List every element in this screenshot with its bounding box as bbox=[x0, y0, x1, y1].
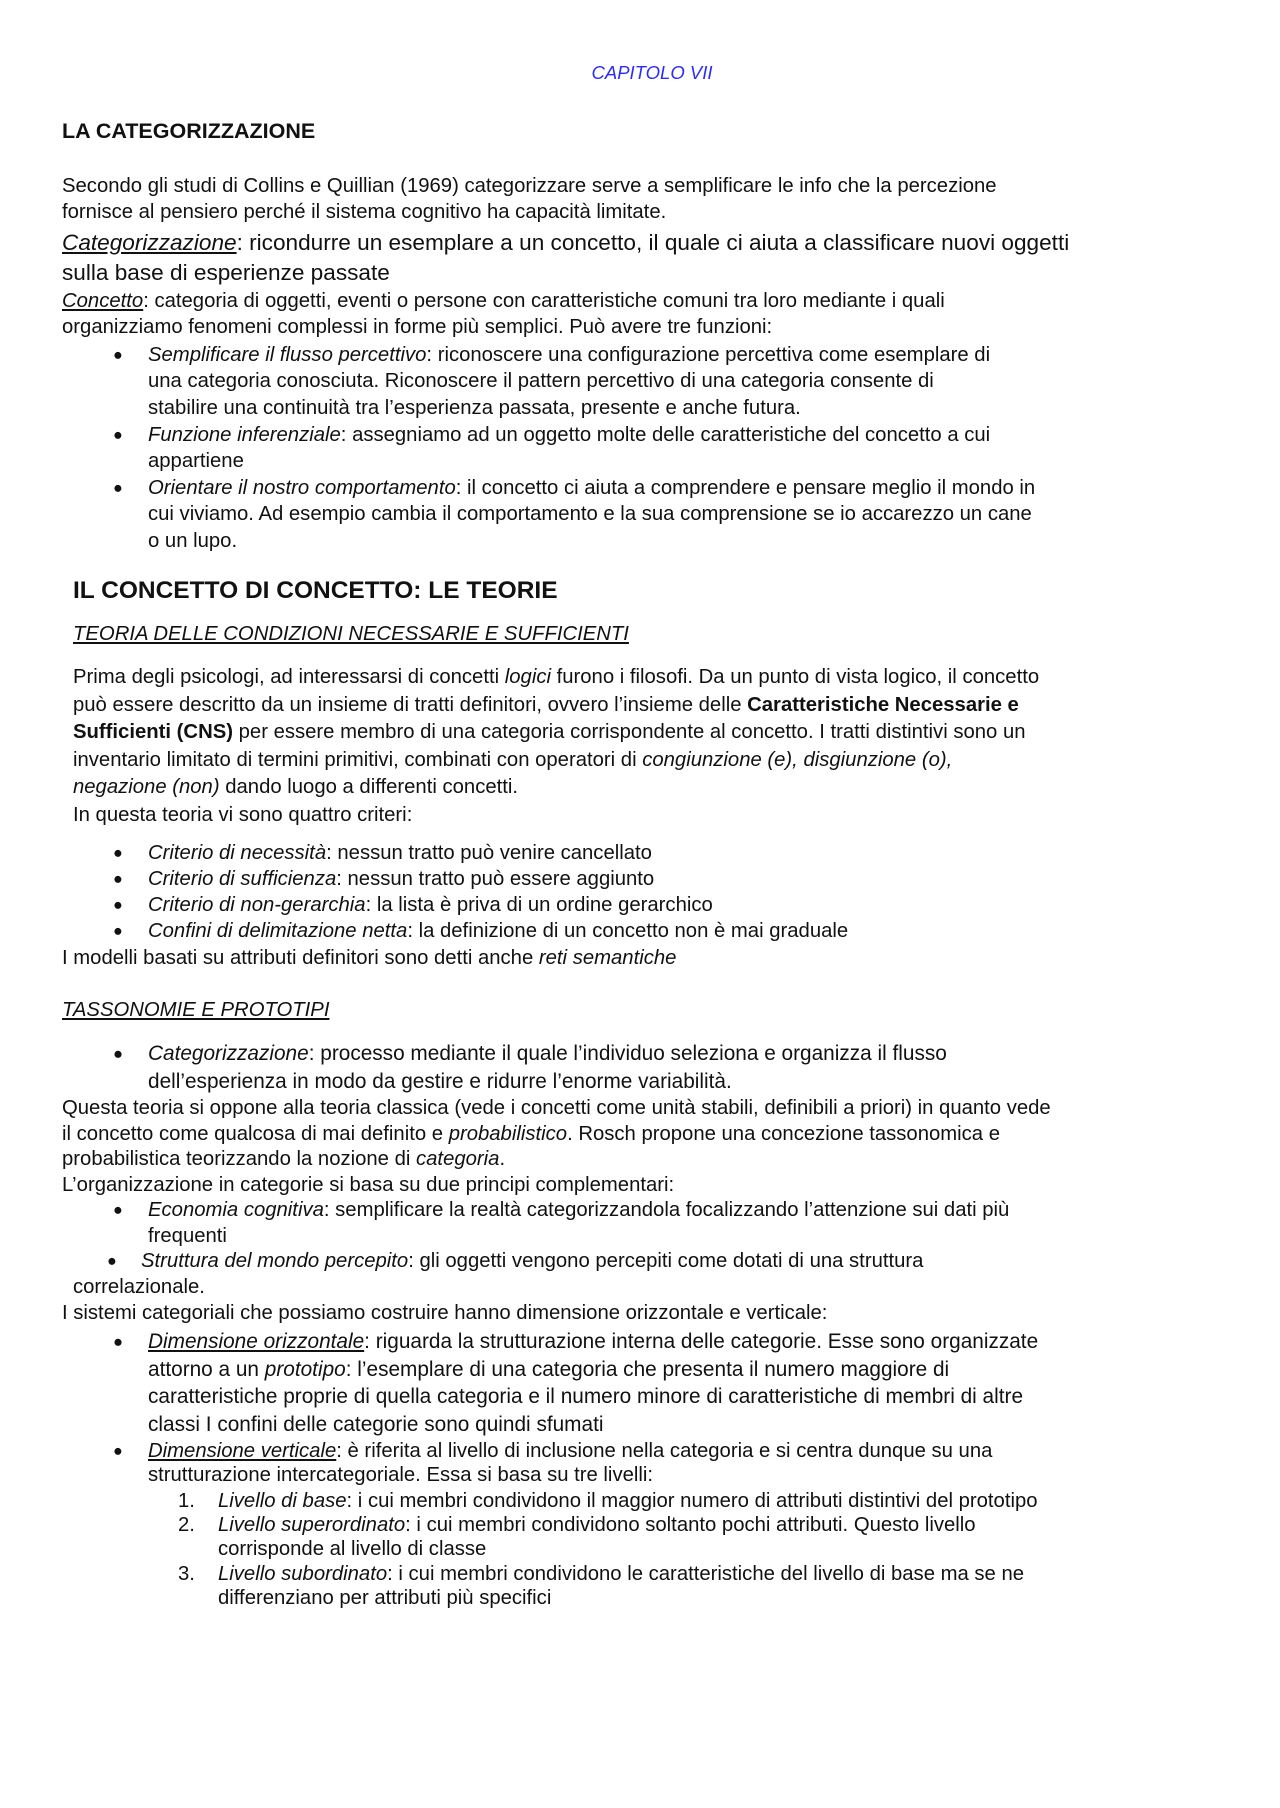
italic-term: Livello subordinato bbox=[218, 1562, 388, 1585]
text-line bbox=[62, 199, 666, 226]
list-number: 3. bbox=[178, 1562, 195, 1585]
text-line bbox=[62, 1147, 505, 1173]
text-run: o un lupo. bbox=[148, 529, 238, 552]
text-run: corrisponde al livello di classe bbox=[218, 1538, 487, 1561]
text-run: I modelli basati su attributi definitori sono detti anche bbox=[62, 947, 539, 969]
text-line bbox=[148, 1439, 992, 1463]
text-run: . Rosch propone una concezione tassonomica e bbox=[567, 1122, 1000, 1145]
text-run: L’organizzazione in categorie si basa su due principi complementari: bbox=[62, 1174, 675, 1196]
text-run: frequenti bbox=[148, 1224, 227, 1247]
list-number: 1. bbox=[178, 1489, 195, 1512]
text-run: il concetto come qualcosa di mai definito e bbox=[62, 1122, 449, 1145]
text-line bbox=[148, 1224, 227, 1250]
text-line bbox=[62, 314, 772, 341]
text-line bbox=[73, 621, 629, 647]
text-run: : la definizione di un concetto non è mai graduale bbox=[407, 920, 849, 942]
text-line bbox=[73, 692, 1019, 720]
text-line bbox=[148, 368, 934, 395]
italic-term: Struttura del mondo percepito bbox=[141, 1250, 409, 1273]
text-line bbox=[62, 173, 997, 200]
italic-term: Categorizzazione bbox=[62, 230, 237, 255]
text-run: Questa teoria si oppone alla teoria classica (vede i concetti come unità stabili, definibili a priori) in quanto vede bbox=[62, 1097, 1051, 1120]
text-run: attorno a un bbox=[148, 1357, 265, 1381]
bold-term: Sufficienti (CNS) bbox=[73, 721, 233, 744]
text-line bbox=[148, 1356, 949, 1383]
italic-term: Funzione inferenziale bbox=[148, 423, 341, 446]
italic-term: Economia cognitiva bbox=[148, 1199, 324, 1222]
text-run: può essere descritto da un insieme di tratti definitori, ovvero l’insieme delle bbox=[73, 693, 748, 716]
text-line bbox=[218, 1489, 1038, 1513]
text-line bbox=[0, 61, 1280, 85]
text-run: : nessun tratto può venire cancellato bbox=[326, 842, 652, 864]
text-run: : riguarda la strutturazione interna delle categorie. Esse sono organizzate bbox=[364, 1330, 1039, 1354]
bullet-icon: ● bbox=[113, 425, 123, 444]
text-run: fornisce al pensiero perché il sistema cognitivo ha capacità limitate. bbox=[62, 201, 667, 224]
italic-term: Confini di delimitazione netta bbox=[148, 920, 408, 942]
text-line bbox=[148, 866, 654, 892]
text-run: dando luogo a differenti concetti. bbox=[219, 776, 519, 799]
italic-term: Livello superordinato bbox=[218, 1514, 406, 1537]
text-line bbox=[62, 1122, 1000, 1148]
text-line bbox=[148, 1068, 732, 1096]
text-run: : semplificare la realtà categorizzandola focalizzando l’attenzione sui dati più bbox=[323, 1199, 1010, 1222]
text-line bbox=[73, 802, 412, 830]
text-line bbox=[218, 1513, 976, 1537]
text-run: correlazionale. bbox=[73, 1276, 205, 1299]
text-line bbox=[62, 288, 945, 315]
text-line bbox=[148, 1328, 1038, 1355]
text-line bbox=[73, 1275, 205, 1301]
text-line bbox=[148, 448, 244, 475]
text-line bbox=[148, 475, 1035, 502]
text-run: sulla base di esperienze passate bbox=[62, 260, 390, 285]
italic-term: Semplificare il flusso percettivo bbox=[148, 343, 427, 366]
text-line bbox=[73, 576, 558, 606]
italic-term: Dimensione orizzontale bbox=[148, 1330, 365, 1354]
text-line bbox=[62, 1301, 827, 1327]
text-line bbox=[62, 118, 315, 144]
bullet-icon: ● bbox=[113, 345, 123, 364]
text-line bbox=[148, 892, 713, 918]
text-line bbox=[148, 1040, 947, 1068]
italic-term: probabilistico bbox=[448, 1122, 568, 1145]
italic-term: congiunzione (e), disgiunzione (o), bbox=[642, 748, 953, 771]
text-run: strutturazione intercategoriale. Essa si basa su tre livelli: bbox=[148, 1464, 654, 1487]
italic-term: Criterio di necessità bbox=[148, 842, 327, 864]
bullet-icon: ● bbox=[113, 870, 123, 888]
italic-term: Criterio di non-gerarchia bbox=[148, 894, 366, 916]
text-line bbox=[62, 258, 390, 288]
text-line bbox=[73, 719, 1026, 747]
list-number: 2. bbox=[178, 1514, 195, 1537]
text-line bbox=[62, 1173, 674, 1199]
text-line bbox=[148, 918, 848, 944]
text-run: : processo mediante il quale l’individuo seleziona e organizza il flusso bbox=[308, 1042, 947, 1065]
text-run: : i cui membri condividono soltanto pochi attributi. Questo livello bbox=[405, 1514, 976, 1537]
text-run: organizziamo fenomeni complessi in forme più semplici. Può avere tre funzioni: bbox=[62, 316, 773, 339]
text-line bbox=[148, 1198, 1009, 1224]
text-line bbox=[148, 501, 1032, 528]
text-run: CAPITOLO VII bbox=[591, 62, 713, 83]
text-run: Prima degli psicologi, ad interessarsi di concetti bbox=[73, 666, 505, 689]
text-line bbox=[148, 1383, 1023, 1410]
text-line bbox=[73, 747, 952, 775]
italic-term: Livello di base bbox=[218, 1489, 347, 1512]
text-run: per essere membro di una categoria corrispondente al concetto. I tratti distintivi sono un bbox=[233, 721, 1026, 744]
text-run: stabilire una continuità tra l’esperienza passata, presente e anche futura. bbox=[148, 396, 801, 419]
text-run: LA CATEGORIZZAZIONE bbox=[62, 119, 316, 143]
text-run: Secondo gli studi di Collins e Quillian (1969) categorizzare serve a semplificare le info che la percezione bbox=[62, 174, 997, 197]
italic-term: Orientare il nostro comportamento bbox=[148, 476, 456, 499]
italic-term: negazione (non) bbox=[73, 776, 220, 799]
text-line bbox=[73, 664, 1039, 692]
text-line bbox=[62, 945, 676, 971]
italic-term: TASSONOMIE E PROTOTIPI bbox=[62, 999, 330, 1021]
text-line bbox=[148, 840, 652, 866]
text-run: caratteristiche proprie di quella categoria e il numero minore di caratteristiche di membri di altre bbox=[148, 1385, 1024, 1409]
text-line bbox=[62, 228, 1069, 258]
bullet-icon: ● bbox=[113, 922, 123, 940]
italic-term: TEORIA DELLE CONDIZIONI NECESSARIE E SUFFICIENTI bbox=[73, 623, 629, 645]
italic-term: Criterio di sufficienza bbox=[148, 868, 337, 890]
text-run: una categoria conosciuta. Riconoscere il pattern percettivo di una categoria consente di bbox=[148, 370, 934, 393]
text-run: inventario limitato di termini primitivi, combinati con operatori di bbox=[73, 748, 643, 771]
text-run: appartiene bbox=[148, 450, 244, 473]
text-run: : il concetto ci aiuta a comprendere e pensare meglio il mondo in bbox=[455, 476, 1036, 499]
italic-term: categoria bbox=[416, 1148, 500, 1171]
text-run: : l’esemplare di una categoria che presenta il numero maggiore di bbox=[345, 1357, 950, 1381]
text-run: furono i filosofi. Da un punto di vista logico, il concetto bbox=[550, 666, 1040, 689]
text-run: : la lista è priva di un ordine gerarchico bbox=[365, 894, 713, 916]
bullet-icon: ● bbox=[107, 1252, 117, 1271]
text-line bbox=[62, 1096, 1051, 1122]
text-run: IL CONCETTO DI CONCETTO: LE TEORIE bbox=[73, 577, 558, 604]
text-run: classi I confini delle categorie sono quindi sfumati bbox=[148, 1412, 604, 1436]
text-line bbox=[148, 422, 990, 449]
text-run: cui viviamo. Ad esempio cambia il comportamento e la sua comprensione se io accarezzo un cane bbox=[148, 503, 1032, 526]
bullet-icon: ● bbox=[113, 1201, 123, 1220]
text-line bbox=[148, 342, 990, 369]
text-line bbox=[73, 774, 518, 802]
bullet-icon: ● bbox=[113, 844, 123, 862]
text-line bbox=[62, 997, 329, 1023]
italic-term: logici bbox=[504, 666, 551, 689]
text-line bbox=[148, 395, 801, 422]
text-run: differenziano per attributi più specifici bbox=[218, 1586, 552, 1609]
text-run: : assegniamo ad un oggetto molte delle caratteristiche del concetto a cui bbox=[340, 423, 991, 446]
text-run: : i cui membri condividono il maggior numero di attributi distintivi del prototipo bbox=[346, 1489, 1038, 1512]
bullet-icon: ● bbox=[113, 1044, 124, 1063]
bullet-icon: ● bbox=[113, 478, 123, 497]
text-line bbox=[148, 1411, 603, 1438]
text-line bbox=[148, 1463, 653, 1487]
text-run: : gli oggetti vengono percepiti come dotati di una struttura bbox=[408, 1250, 924, 1273]
italic-term: prototipo bbox=[264, 1357, 346, 1381]
bullet-icon: ● bbox=[113, 896, 123, 914]
italic-term: Categorizzazione bbox=[148, 1042, 309, 1065]
text-line bbox=[218, 1562, 1024, 1586]
text-run: : nessun tratto può essere aggiunto bbox=[336, 868, 655, 890]
text-line bbox=[148, 528, 237, 555]
bullet-icon: ● bbox=[113, 1441, 123, 1460]
text-line bbox=[218, 1586, 551, 1610]
italic-term: reti semantiche bbox=[538, 947, 677, 969]
text-run: : categoria di oggetti, eventi o persone con caratteristiche comuni tra loro mediante i quali bbox=[143, 289, 945, 312]
text-run: : riconoscere una configurazione percettiva come esemplare di bbox=[426, 343, 991, 366]
text-run: I sistemi categoriali che possiamo costruire hanno dimensione orizzontale e verticale: bbox=[62, 1302, 828, 1325]
text-run: : ricondurre un esemplare a un concetto, il quale ci aiuta a classificare nuovi oggetti bbox=[236, 230, 1070, 255]
text-run: . bbox=[499, 1148, 506, 1171]
text-run: In questa teoria vi sono quattro criteri: bbox=[73, 803, 413, 826]
bold-term: Caratteristiche Necessarie e bbox=[747, 693, 1019, 716]
text-run: probabilistica teorizzando la nozione di bbox=[62, 1148, 417, 1171]
text-run: dell’esperienza in modo da gestire e ridurre l’enorme variabilità. bbox=[148, 1070, 732, 1093]
text-run: : è riferita al livello di inclusione nella categoria e si centra dunque su una bbox=[336, 1439, 993, 1462]
bullet-icon: ● bbox=[113, 1332, 124, 1352]
text-line bbox=[141, 1249, 923, 1275]
text-line bbox=[218, 1537, 486, 1561]
italic-term: Concetto bbox=[62, 289, 144, 312]
italic-term: Dimensione verticale bbox=[148, 1439, 337, 1462]
text-run: : i cui membri condividono le caratteristiche del livello di base ma se ne bbox=[387, 1562, 1025, 1585]
